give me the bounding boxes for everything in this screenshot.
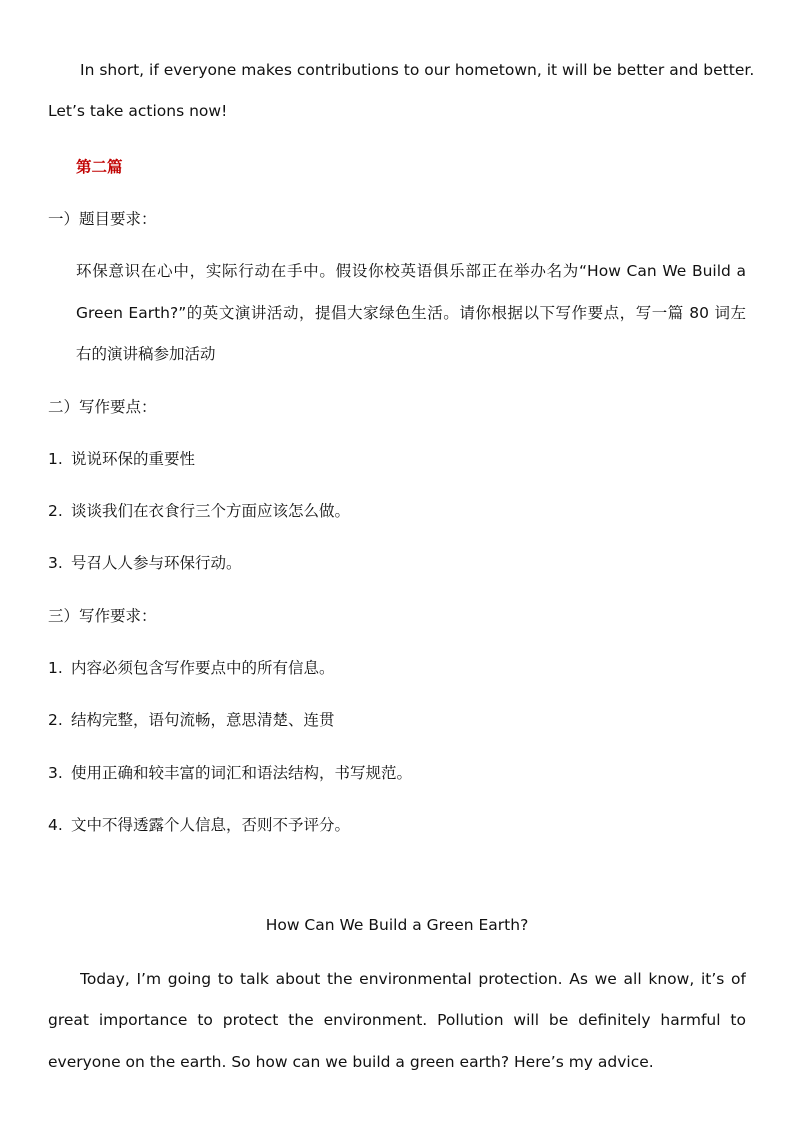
requirement-item [48, 761, 412, 783]
requirement-item [48, 656, 335, 678]
points-heading: 二）写作要点： [48, 398, 157, 416]
point-text: 谈谈我们在衣食行三个方面应该怎么做。 [71, 502, 351, 520]
section-title: 第二篇 [76, 158, 123, 176]
conclusion-line-1: In short, if everyone makes contributions to our hometown, it will be better and better. [80, 61, 755, 79]
requirement-number: 2. [48, 711, 63, 729]
task-line-3: 右的演讲稿参加活动 [76, 345, 216, 363]
requirement-number: 1. [48, 659, 63, 677]
requirement-number: 4. [48, 816, 63, 834]
requirement-item [48, 708, 335, 730]
point-item [48, 447, 195, 469]
requirement-number: 3. [48, 764, 63, 782]
requirement-item [48, 813, 350, 835]
point-item [48, 499, 350, 521]
point-text: 说说环保的重要性 [71, 450, 196, 468]
requirement-text: 结构完整，语句流畅，意思清楚、连贯 [71, 711, 335, 729]
task-heading: 一）题目要求： [48, 210, 157, 228]
requirement-text: 使用正确和较丰富的词汇和语法结构，书写规范。 [71, 764, 413, 782]
conclusion-line-2: Let’s take actions now! [48, 102, 228, 120]
point-number: 2. [48, 502, 63, 520]
essay-line-3: everyone on the earth. So how can we build a green earth? Here’s my advice. [48, 1053, 654, 1071]
point-item [48, 551, 242, 573]
point-number: 1. [48, 450, 63, 468]
point-number: 3. [48, 554, 63, 572]
essay-title: How Can We Build a Green Earth? [265, 916, 529, 934]
requirements-heading: 三）写作要求： [48, 607, 157, 625]
task-line-1: 环保意识在心中，实际行动在手中。假设你校英语俱乐部正在举办名为“How Can We Build a [76, 262, 746, 280]
requirement-text: 内容必须包含写作要点中的所有信息。 [71, 659, 335, 677]
task-line-2: Green Earth?”的英文演讲活动，提倡大家绿色生活。请你根据以下写作要点，写一篇 80 词左 [76, 304, 746, 322]
essay-line-1: Today, I’m going to talk about the environmental protection. As we all know, it’s of [80, 970, 746, 988]
point-text: 号召人人参与环保行动。 [71, 554, 242, 572]
essay-line-2: great importance to protect the environment. Pollution will be definitely harmful to [48, 1011, 746, 1029]
requirement-text: 文中不得透露个人信息，否则不予评分。 [71, 816, 351, 834]
